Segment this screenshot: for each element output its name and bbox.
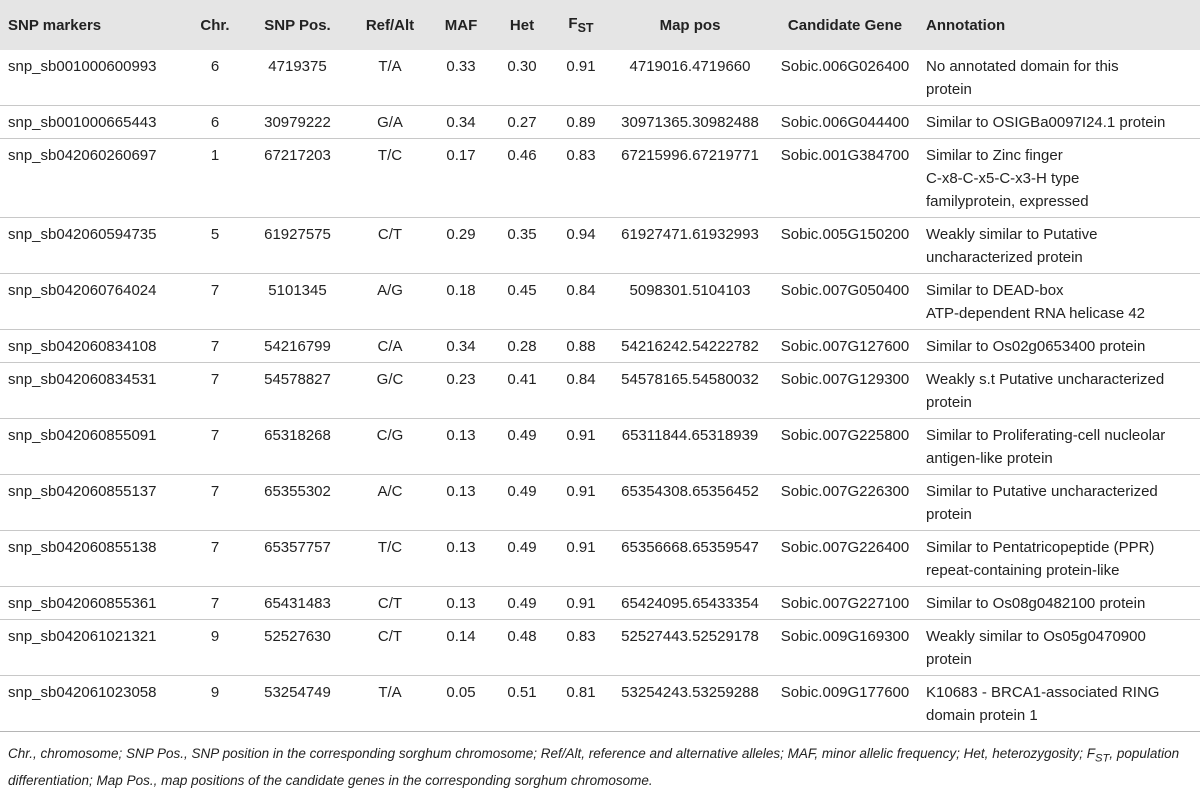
snp-marker-cell: snp_sb042060855138 <box>8 539 157 556</box>
fst-cell: 0.83 <box>566 147 596 164</box>
header-snp-markers: SNP markers <box>8 16 102 34</box>
snp-pos-cell: 65318268 <box>264 427 331 444</box>
header-fst-sub: ST <box>577 21 594 35</box>
snp-pos-cell: 65355302 <box>264 483 331 500</box>
fst-cell: 0.88 <box>566 338 596 355</box>
annotation-line: familyprotein, expressed <box>926 193 1089 210</box>
ref-alt-cell: G/A <box>377 114 403 131</box>
map-pos-cell: 65356668.65359547 <box>621 539 759 556</box>
fst-cell: 0.91 <box>566 539 596 556</box>
map-pos-cell: 52527443.52529178 <box>621 628 759 645</box>
het-cell: 0.27 <box>507 114 537 131</box>
annotation-line: Similar to Zinc finger <box>926 147 1063 164</box>
fst-cell: 0.89 <box>566 114 596 131</box>
annotation-line: ATP-dependent RNA helicase 42 <box>926 305 1146 322</box>
map-pos-cell: 65354308.65356452 <box>621 483 759 500</box>
fst-cell: 0.81 <box>566 684 596 701</box>
chr-cell: 5 <box>210 226 220 243</box>
het-cell: 0.49 <box>507 427 537 444</box>
table-row <box>0 587 1200 620</box>
header-fst-main: F <box>568 15 578 32</box>
chr-cell: 7 <box>210 427 220 444</box>
ref-alt-cell: A/G <box>377 282 403 299</box>
annotation-line: repeat-containing protein-like <box>926 562 1120 579</box>
snp-pos-cell: 54578827 <box>264 371 331 388</box>
annotation-line: domain protein 1 <box>926 707 1038 724</box>
table-row <box>0 218 1200 274</box>
map-pos-cell: 67215996.67219771 <box>621 147 759 164</box>
het-cell: 0.48 <box>507 628 537 645</box>
het-cell: 0.49 <box>507 539 537 556</box>
snp-marker-cell: snp_sb042060834531 <box>8 371 157 388</box>
snp-marker-cell: snp_sb042060764024 <box>8 282 157 299</box>
het-cell: 0.51 <box>507 684 537 701</box>
header-ref-alt: Ref/Alt <box>365 16 415 34</box>
table-row <box>0 363 1200 419</box>
annotation-cell <box>920 330 1200 363</box>
chr-cell: 7 <box>210 595 220 612</box>
map-pos-cell: 54216242.54222782 <box>621 338 759 355</box>
table-row <box>0 531 1200 587</box>
candidate-gene-cell: Sobic.001G384700 <box>780 147 910 164</box>
chr-cell: 6 <box>210 114 220 131</box>
table-row <box>0 475 1200 531</box>
ref-alt-cell: T/C <box>377 539 403 556</box>
chr-cell: 9 <box>210 684 220 701</box>
annotation-cell <box>920 587 1200 620</box>
ref-alt-cell: T/A <box>378 58 402 75</box>
header-het: Het <box>509 16 535 34</box>
table-row <box>0 106 1200 139</box>
snp-pos-cell: 61927575 <box>264 226 331 243</box>
chr-cell: 7 <box>210 539 220 556</box>
header-candidate-gene: Candidate Gene <box>787 16 903 34</box>
annotation-cell <box>920 139 1200 218</box>
fst-cell: 0.94 <box>566 226 596 243</box>
header-chr: Chr. <box>200 16 230 34</box>
annotation-line: Similar to Os02g0653400 protein <box>926 338 1146 355</box>
annotation-line: Similar to Proliferating-cell nucleolar <box>926 427 1166 444</box>
candidate-gene-cell: Sobic.009G169300 <box>780 628 910 645</box>
maf-cell: 0.23 <box>446 371 476 388</box>
ref-alt-cell: C/T <box>377 226 403 243</box>
snp-pos-cell: 65431483 <box>264 595 331 612</box>
header-row <box>0 0 1200 50</box>
het-cell: 0.30 <box>507 58 537 75</box>
annotation-cell <box>920 676 1200 732</box>
annotation-line: uncharacterized protein <box>926 249 1083 266</box>
table-row <box>0 274 1200 330</box>
annotation-cell <box>920 620 1200 676</box>
annotation-cell <box>920 475 1200 531</box>
fst-cell: 0.91 <box>566 427 596 444</box>
het-cell: 0.41 <box>507 371 537 388</box>
maf-cell: 0.17 <box>446 147 476 164</box>
chr-cell: 7 <box>210 282 220 299</box>
snp-pos-cell: 54216799 <box>264 338 331 355</box>
annotation-cell <box>920 50 1200 106</box>
maf-cell: 0.34 <box>446 114 476 131</box>
map-pos-cell: 30971365.30982488 <box>621 114 759 131</box>
candidate-gene-cell: Sobic.007G226400 <box>780 539 910 556</box>
annotation-cell <box>920 106 1200 139</box>
annotation-cell <box>920 218 1200 274</box>
maf-cell: 0.13 <box>446 539 476 556</box>
table-row <box>0 419 1200 475</box>
annotation-line: Similar to Pentatricopeptide (PPR) <box>926 539 1155 556</box>
ref-alt-cell: T/A <box>378 684 402 701</box>
snp-marker-cell: snp_sb042061023058 <box>8 684 157 701</box>
maf-cell: 0.13 <box>446 483 476 500</box>
annotation-cell <box>920 531 1200 587</box>
ref-alt-cell: C/G <box>376 427 404 444</box>
snp-pos-cell: 67217203 <box>264 147 331 164</box>
map-pos-cell: 5098301.5104103 <box>629 282 751 299</box>
chr-cell: 6 <box>210 58 220 75</box>
snp-marker-cell: snp_sb042060834108 <box>8 338 157 355</box>
maf-cell: 0.29 <box>446 226 476 243</box>
fst-cell: 0.91 <box>566 58 596 75</box>
maf-cell: 0.13 <box>446 595 476 612</box>
header-map-pos: Map pos <box>659 16 721 34</box>
ref-alt-cell: C/A <box>377 338 403 355</box>
annotation-cell <box>920 274 1200 330</box>
table-row <box>0 676 1200 732</box>
ref-alt-cell: T/C <box>377 147 403 164</box>
annotation-line: Similar to Os08g0482100 protein <box>926 595 1146 612</box>
chr-cell: 7 <box>210 483 220 500</box>
candidate-gene-cell: Sobic.007G226300 <box>780 483 910 500</box>
snp-marker-cell: snp_sb001000665443 <box>8 114 157 131</box>
annotation-line: Weakly s.t Putative uncharacterized <box>926 371 1165 388</box>
table-row <box>0 620 1200 676</box>
het-cell: 0.49 <box>507 483 537 500</box>
fst-cell: 0.83 <box>566 628 596 645</box>
ref-alt-cell: A/C <box>377 483 403 500</box>
snp-pos-cell: 53254749 <box>264 684 331 701</box>
fst-cell: 0.91 <box>566 483 596 500</box>
candidate-gene-cell: Sobic.007G225800 <box>780 427 910 444</box>
snp-pos-cell: 52527630 <box>264 628 331 645</box>
table-row <box>0 139 1200 218</box>
annotation-line: protein <box>926 651 972 668</box>
het-cell: 0.46 <box>507 147 537 164</box>
snp-marker-cell: snp_sb001000600993 <box>8 58 157 75</box>
candidate-gene-cell: Sobic.009G177600 <box>780 684 910 701</box>
footnote-text-after: , population differentiation; Map Pos., map positions of the candidate genes in the corresponding sorghum chromosome. <box>8 746 1180 788</box>
footnote-text-before: Chr., chromosome; SNP Pos., SNP position in the corresponding sorghum chromosome; Ref/Alt, reference and alternative alleles; MAF, minor allelic frequency; Het, heterozygosity; F <box>8 746 1095 761</box>
het-cell: 0.28 <box>507 338 537 355</box>
fst-cell: 0.91 <box>566 595 596 612</box>
snp-pos-cell: 4719375 <box>268 58 327 75</box>
maf-cell: 0.13 <box>446 427 476 444</box>
header-snp-pos: SNP Pos. <box>264 16 331 34</box>
snp-marker-cell: snp_sb042060260697 <box>8 147 157 164</box>
annotation-line: protein <box>926 394 972 411</box>
header-fst <box>552 0 610 50</box>
candidate-gene-cell: Sobic.007G129300 <box>780 371 910 388</box>
table-footnote <box>0 732 1200 792</box>
snp-pos-cell: 5101345 <box>268 282 327 299</box>
map-pos-cell: 4719016.4719660 <box>629 58 751 75</box>
annotation-line: Weakly similar to Os05g0470900 <box>926 628 1146 645</box>
annotation-cell <box>920 419 1200 475</box>
snp-marker-cell: snp_sb042060855137 <box>8 483 157 500</box>
fst-cell: 0.84 <box>566 282 596 299</box>
maf-cell: 0.33 <box>446 58 476 75</box>
het-cell: 0.49 <box>507 595 537 612</box>
chr-cell: 7 <box>210 371 220 388</box>
candidate-gene-cell: Sobic.005G150200 <box>780 226 910 243</box>
map-pos-cell: 53254243.53259288 <box>621 684 759 701</box>
annotation-line: K10683 - BRCA1-associated RING <box>926 684 1160 701</box>
annotation-line: protein <box>926 506 972 523</box>
annotation-cell <box>920 363 1200 419</box>
footnote-subscript: ST <box>1094 752 1110 765</box>
map-pos-cell: 65424095.65433354 <box>621 595 759 612</box>
table-row <box>0 50 1200 106</box>
maf-cell: 0.18 <box>446 282 476 299</box>
chr-cell: 9 <box>210 628 220 645</box>
chr-cell: 7 <box>210 338 220 355</box>
candidate-gene-cell: Sobic.007G227100 <box>780 595 910 612</box>
annotation-line: No annotated domain for this <box>926 58 1119 75</box>
ref-alt-cell: C/T <box>377 595 403 612</box>
maf-cell: 0.34 <box>446 338 476 355</box>
candidate-gene-cell: Sobic.007G050400 <box>780 282 910 299</box>
annotation-line: Similar to OSIGBa0097I24.1 protein <box>926 114 1166 131</box>
candidate-gene-cell: Sobic.006G026400 <box>780 58 910 75</box>
fst-cell: 0.84 <box>566 371 596 388</box>
chr-cell: 1 <box>210 147 220 164</box>
annotation-line: antigen-like protein <box>926 450 1053 467</box>
annotation-line: Similar to Putative uncharacterized <box>926 483 1158 500</box>
het-cell: 0.35 <box>507 226 537 243</box>
het-cell: 0.45 <box>507 282 537 299</box>
map-pos-cell: 54578165.54580032 <box>621 371 759 388</box>
snp-marker-cell: snp_sb042060594735 <box>8 226 157 243</box>
ref-alt-cell: C/T <box>377 628 403 645</box>
maf-cell: 0.05 <box>446 684 476 701</box>
table-row <box>0 330 1200 363</box>
annotation-line: protein <box>926 81 972 98</box>
snp-marker-cell: snp_sb042060855091 <box>8 427 157 444</box>
snp-marker-cell: snp_sb042061021321 <box>8 628 157 645</box>
snp-marker-cell: snp_sb042060855361 <box>8 595 157 612</box>
candidate-gene-cell: Sobic.006G044400 <box>780 114 910 131</box>
map-pos-cell: 65311844.65318939 <box>621 427 759 444</box>
annotation-line: C-x8-C-x5-C-x3-H type <box>926 170 1080 187</box>
snp-pos-cell: 30979222 <box>264 114 331 131</box>
annotation-line: Similar to DEAD-box <box>926 282 1064 299</box>
map-pos-cell: 61927471.61932993 <box>621 226 759 243</box>
annotation-line: Weakly similar to Putative <box>926 226 1098 243</box>
header-maf: MAF <box>444 16 478 34</box>
header-annotation: Annotation <box>926 16 1006 34</box>
ref-alt-cell: G/C <box>376 371 404 388</box>
snp-pos-cell: 65357757 <box>264 539 331 556</box>
maf-cell: 0.14 <box>446 628 476 645</box>
candidate-gene-cell: Sobic.007G127600 <box>780 338 910 355</box>
